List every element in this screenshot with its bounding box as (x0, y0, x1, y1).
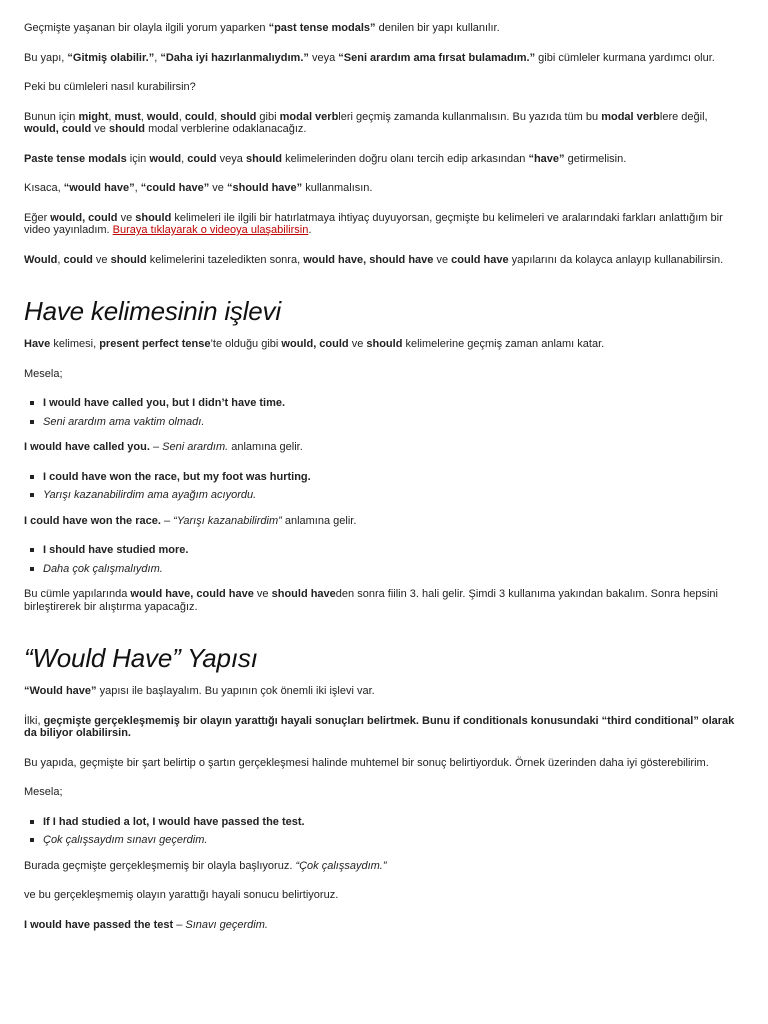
italic-text: Sınavı geçerdim. (185, 918, 268, 931)
bold-text: If I had studied a lot, I would have passed the test. (43, 815, 305, 828)
text-run: ve bu gerçekleşmemiş olayın yarattığı hayali sonucu belirtiyoruz. (24, 889, 339, 901)
bold-text: would (149, 152, 182, 165)
bold-text: “Would have” (24, 685, 97, 697)
text-run: kelimelerine geçmiş zaman anlamı katar. (402, 338, 605, 350)
bold-text: should (108, 123, 146, 135)
example-list (24, 471, 744, 502)
list-item (43, 416, 744, 429)
bold-text: should (110, 253, 147, 266)
text-run: ve (209, 182, 227, 194)
bold-text: “have” (528, 152, 565, 165)
text-run: gibi cümleler kurmana yardımcı olur. (535, 51, 715, 64)
section-heading: Have kelimesinin işlevi (24, 296, 281, 326)
text-run: kullanmalısın. (302, 182, 373, 194)
text-run: , (181, 152, 188, 165)
text-run: , (154, 51, 161, 64)
bold-text: Would (24, 253, 58, 266)
bold-text: geçmişte gerçekleşmemiş bir olayın yarattığı hayali sonuçları belirtmek. Bunu if conditionals konusundaki “third conditional” olarak da biliyor olabilirsin. (24, 714, 735, 739)
text-run: Kısaca, (24, 182, 64, 194)
list-item (43, 563, 744, 576)
bold-text: present perfect tense (99, 338, 211, 350)
bold-text: should (366, 338, 403, 350)
list-item (43, 816, 744, 829)
text-run: , (214, 110, 221, 123)
text-run: yapılarını da kolayca anlayıp kullanabilirsin. (508, 253, 724, 266)
paragraph (24, 81, 744, 94)
text-run: İlki, (24, 714, 44, 727)
list-item (43, 489, 744, 502)
paragraph (24, 889, 744, 902)
bold-text: “could have” (140, 182, 210, 194)
text-run: gibi (256, 110, 280, 123)
text-run: , (134, 182, 141, 194)
text-run: getirmelisin. (564, 152, 627, 165)
text-run: için (126, 152, 150, 165)
text-run: lere değil, (659, 110, 708, 123)
bold-text: would have, could have (130, 588, 254, 600)
text-run: Eğer (24, 211, 51, 224)
italic-text: Seni arardım ama vaktim olmadı. (43, 415, 205, 428)
text-run: , (140, 110, 147, 123)
bold-text: would, could (24, 123, 92, 135)
bold-text: I would have called you, but I didn’t have time. (43, 397, 286, 409)
paragraph (24, 368, 744, 381)
text-run: yapısı ile başlayalım. Bu yapının çok önemli iki işlevi var. (96, 685, 375, 697)
bold-text: should have (271, 588, 336, 600)
paragraph (24, 52, 744, 65)
text-run: ve (253, 588, 272, 600)
paragraph (24, 515, 744, 528)
bold-text: could (63, 253, 93, 266)
bold-text: should (135, 211, 172, 224)
bold-text: would have, should have (303, 253, 434, 266)
paragraph (24, 212, 744, 237)
text-run: kelimelerinden doğru olanı tercih edip arkasından (282, 152, 529, 165)
italic-text: Seni arardım. (162, 441, 229, 453)
text-run: ’te olduğu gibi (210, 338, 282, 350)
text-run: veya (308, 51, 339, 64)
text-run: , (108, 110, 115, 123)
text-run: – (149, 441, 163, 453)
paragraph (24, 22, 744, 35)
bold-text: I would have passed the test (24, 918, 174, 931)
text-run: denilen bir yapı kullanılır. (375, 22, 500, 34)
paragraph (24, 786, 744, 799)
example-list (24, 397, 744, 428)
bold-text: would, could (50, 211, 118, 224)
paragraph (24, 860, 744, 873)
paragraph (24, 588, 744, 613)
paragraph (24, 338, 744, 351)
bold-text: “past tense modals” (268, 22, 376, 34)
text-run: Geçmişte yaşanan bir olayla ilgili yorum yaparken (24, 22, 269, 34)
text-run: Mesela; (24, 786, 63, 798)
italic-text: “Yarışı kazanabilirdim” (173, 514, 282, 527)
text-run: Bu yapıda, geçmişte bir şart belirtip o şartın gerçekleşmesi halinde muhtemel bir sonuç belirtiyorduk. Örnek üzerinden daha iyi gösterebilirim. (24, 756, 709, 769)
bold-text: “Seni arardım ama fırsat bulamadım.” (338, 51, 536, 64)
text-run: – (160, 514, 174, 527)
bold-text: should (220, 110, 257, 123)
text-run: Bu yapı, (24, 51, 68, 64)
section-heading: “Would Have” Yapısı (24, 643, 258, 673)
bold-text: would (146, 110, 179, 123)
paragraph (24, 254, 744, 267)
paragraph (24, 685, 744, 698)
list-item (43, 397, 744, 410)
text-run: anlamına gelir. (228, 441, 303, 453)
italic-text: Daha çok çalışmalıydım. (43, 562, 163, 575)
text-run: ve (433, 253, 452, 266)
bold-text: would, could (281, 338, 349, 350)
italic-text: Yarışı kazanabilirdim ama ayağım acıyordu. (43, 489, 257, 501)
list-item (43, 471, 744, 484)
text-run: – (173, 918, 186, 931)
text-run: leri geçmiş zamanda kullanmalısın. Bu yazıda tüm bu (338, 110, 602, 123)
bold-text: could have (451, 253, 509, 266)
text-run: modal verblerine odaklanacağız. (145, 123, 307, 135)
text-run: , (57, 253, 64, 266)
text-run: veya (216, 152, 246, 165)
bold-text: I would have called you. (24, 441, 150, 453)
text-run: kelimelerini tazeledikten sonra, (146, 253, 304, 266)
text-run: kelimeleri ile ilgili bir hatırlatmaya ihtiyaç duyuyorsan, geçmişte bu kelimeleri ve aralarındaki farkları anlattığım bir video yayınladım. (24, 211, 723, 236)
bold-text: I should have studied more. (43, 544, 189, 556)
text-run: . (308, 224, 312, 236)
bold-text: could (184, 110, 215, 123)
list-item (43, 834, 744, 847)
text-run: ve (348, 338, 367, 350)
bold-text: Have (24, 338, 51, 350)
bold-text: might (78, 110, 109, 123)
text-run: anlamına gelir. (281, 514, 357, 527)
text-run: ve (92, 253, 111, 266)
bold-text: modal verb (601, 110, 660, 123)
paragraph (24, 111, 744, 136)
bold-text: “Daha iyi hazırlanmalıydım.” (160, 51, 309, 64)
paragraph (24, 757, 744, 770)
bold-text: must (114, 110, 141, 123)
text-run: ve (117, 211, 136, 224)
bold-text: “Gitmiş olabilir.” (67, 51, 155, 64)
italic-text: Çok çalışsaydım sınavı geçerdim. (43, 834, 208, 846)
paragraph (24, 919, 744, 932)
bold-text: “would have” (63, 182, 135, 194)
list-item (43, 544, 744, 557)
bold-text: I could have won the race. (24, 514, 161, 527)
text-run: Bu cümle yapılarında (24, 588, 131, 600)
video-link[interactable]: Buraya tıklayarak o videoya ulaşabilirsin (112, 224, 309, 236)
text-run: Mesela; (24, 367, 63, 380)
bold-text: modal verb (279, 110, 339, 123)
paragraph (24, 441, 744, 454)
text-run: Peki bu cümleleri nasıl kurabilirsin? (24, 81, 196, 93)
italic-text: “Çok çalışsaydım.” (295, 859, 387, 872)
bold-text: could (187, 152, 217, 165)
bold-text: I could have won the race, but my foot was hurting. (43, 470, 311, 483)
text-run: , (178, 110, 185, 123)
example-list (24, 816, 744, 847)
text-run: Burada geçmişte gerçekleşmemiş bir olayla başlıyoruz. (24, 859, 296, 872)
bold-text: Paste tense modals (24, 152, 127, 165)
paragraph (24, 153, 744, 166)
text-run: kelimesi, (50, 338, 100, 350)
text-run: Bunun için (24, 110, 79, 123)
bold-text: “should have” (226, 182, 303, 194)
example-list (24, 544, 744, 575)
paragraph (24, 715, 744, 740)
bold-text: should (245, 152, 283, 165)
paragraph (24, 182, 744, 195)
text-run: ve (91, 123, 109, 135)
text-run: den sonra fiilin 3. hali gelir. Şimdi 3 kullanıma yakından bakalım. Sonra hepsini birleştirerek bir alıştırma yapacağız. (24, 588, 718, 613)
